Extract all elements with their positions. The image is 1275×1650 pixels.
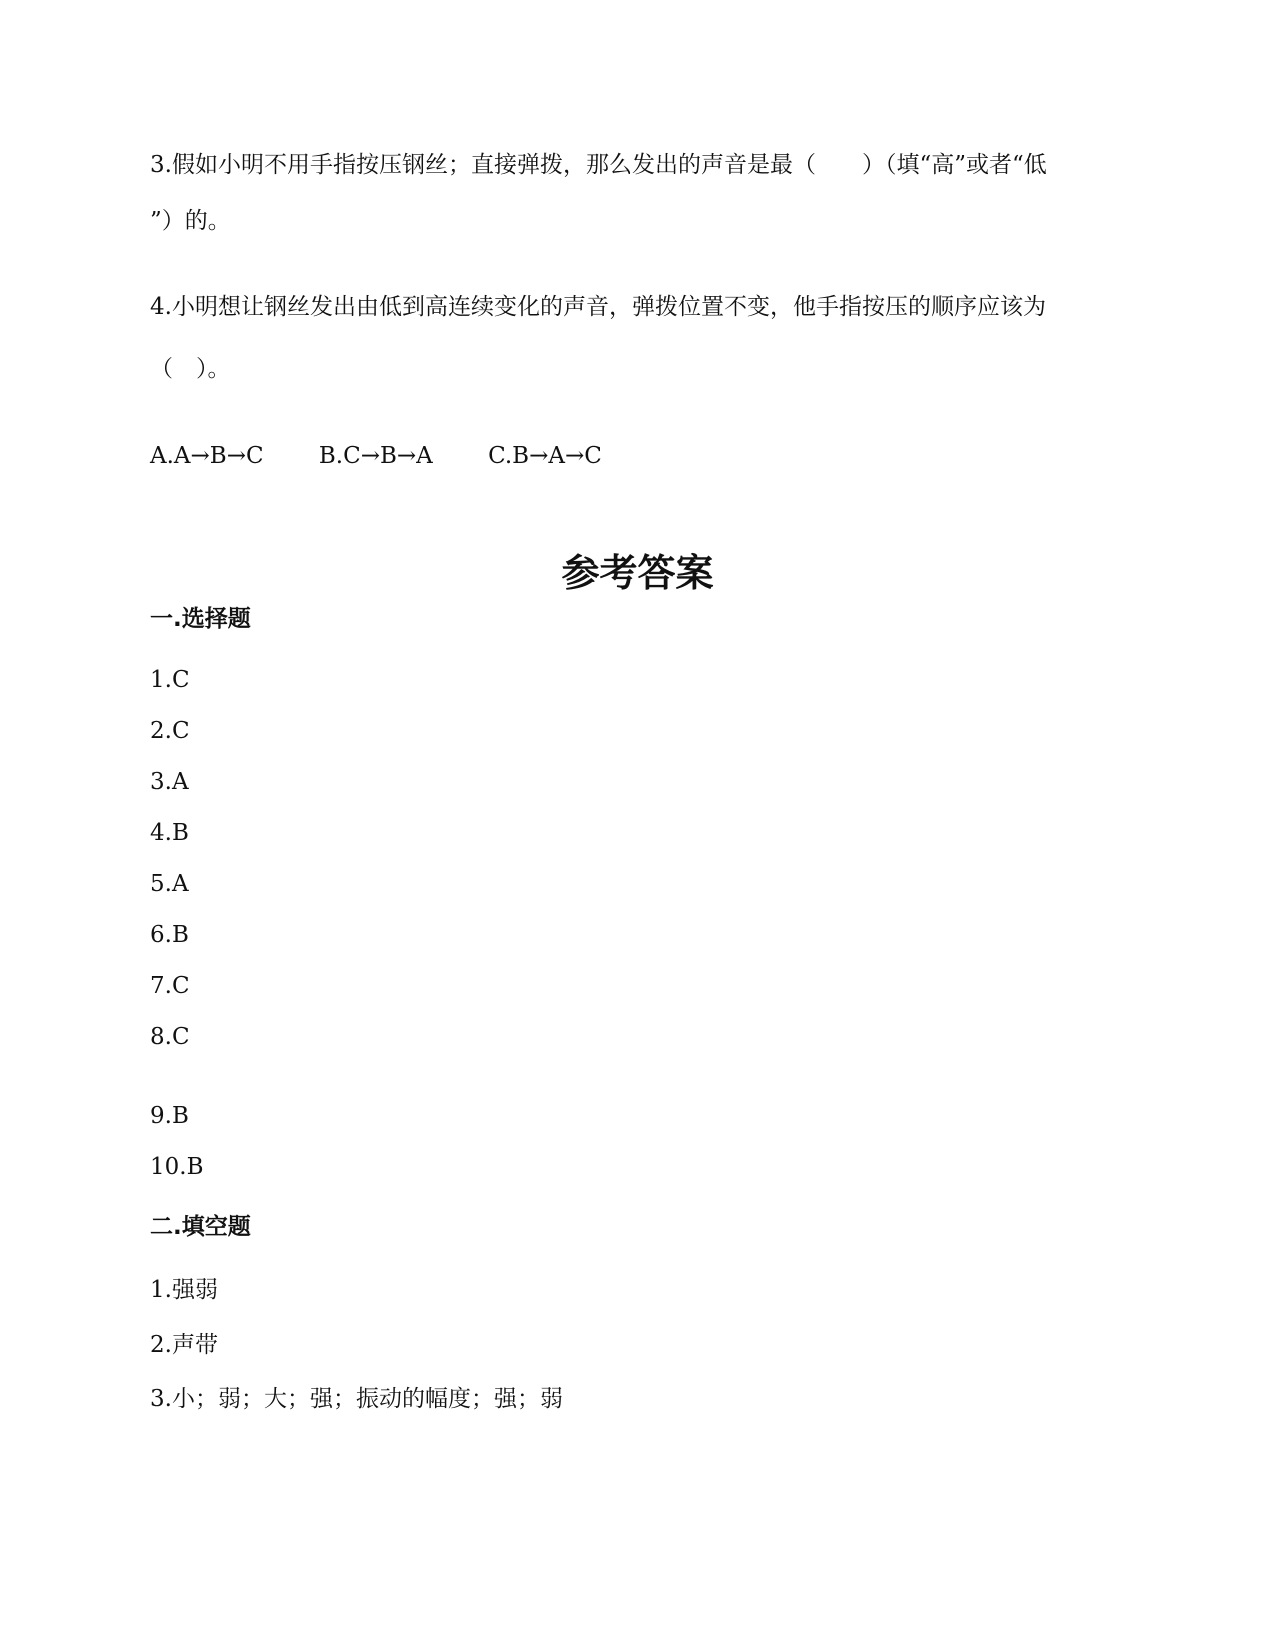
- answer-item: 1.强弱: [150, 1277, 218, 1303]
- answer-item: 9.B: [150, 1103, 189, 1129]
- section-heading-fill-blank: 二.填空题: [150, 1214, 251, 1240]
- answer-item: 1.C: [150, 667, 190, 693]
- question-4-options: [150, 441, 650, 471]
- question-4-line-1: 4.小明想让钢丝发出由低到高连续变化的声音，弹拨位置不变，他手指按压的顺序应该为: [150, 294, 1046, 320]
- answer-item: 6.B: [150, 922, 189, 948]
- question-4-line-2: （ ）。: [150, 356, 231, 382]
- question-3-line-1: 3.假如小明不用手指按压钢丝；直接弹拨，那么发出的声音是最（ ）（填“高”或者“低: [150, 152, 1047, 178]
- answer-item: 2.声带: [150, 1332, 218, 1358]
- answer-item: 5.A: [150, 871, 189, 897]
- answer-item: 2.C: [150, 718, 190, 744]
- answer-item: 4.B: [150, 820, 189, 846]
- option-b: B.C→B→A: [318, 443, 433, 469]
- answer-item: 3.小；弱；大；强；振动的幅度；强；弱: [150, 1386, 563, 1412]
- option-c: C.B→A→C: [488, 443, 602, 469]
- answer-item: 8.C: [150, 1024, 190, 1050]
- answer-item: 7.C: [150, 973, 190, 999]
- option-a: A.A→B→C: [150, 443, 264, 469]
- answer-item: 3.A: [150, 769, 189, 795]
- answer-key-title: 参考答案: [561, 551, 714, 595]
- answer-item: 10.B: [150, 1154, 204, 1180]
- section-heading-choice: 一.选择题: [150, 606, 251, 632]
- question-3-line-2: ”）的。: [150, 208, 231, 234]
